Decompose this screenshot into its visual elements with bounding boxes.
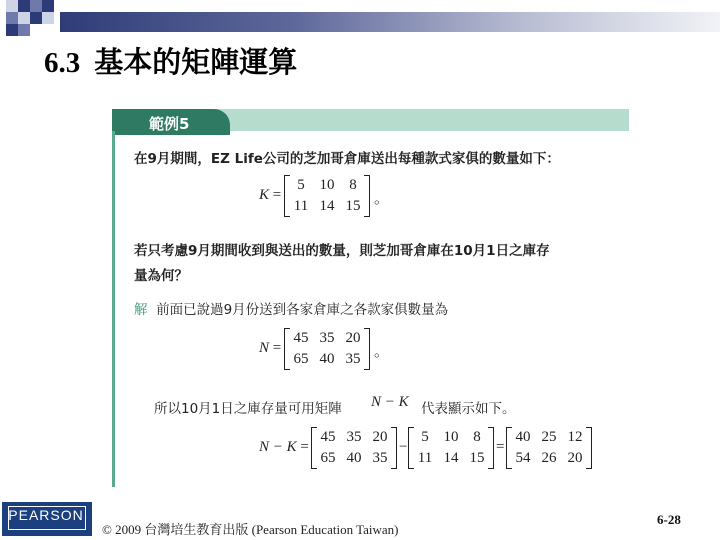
matrix-cell: 35 (345, 351, 361, 367)
matrix-cell: 35 (372, 450, 388, 466)
equals-sign: = (272, 340, 282, 356)
k-matrix (284, 175, 370, 217)
page-number: 6-28 (657, 512, 681, 527)
decor-square (6, 24, 18, 36)
matrix-cell: 20 (567, 450, 583, 466)
matrix-cell: 26 (541, 450, 557, 466)
matrix-cell: 20 (372, 429, 388, 445)
matrix-cell: 5 (297, 177, 305, 193)
matrix-cell: 65 (293, 351, 309, 367)
slide-title (44, 40, 297, 81)
matrix-cell: 11 (293, 198, 309, 214)
example-panel (112, 109, 629, 487)
matrix-cell: 25 (541, 429, 557, 445)
final-k-matrix (408, 427, 494, 469)
conclusion-expression (371, 394, 409, 411)
final-n-matrix (311, 427, 397, 469)
result-matrix (506, 427, 592, 469)
decor-square (42, 0, 54, 12)
matrix-cell: 15 (469, 450, 485, 466)
k-symbol: K (259, 187, 270, 203)
matrix-cell: 5 (421, 429, 429, 445)
section-title: 基本的矩陣運算 (94, 47, 298, 79)
section-number: 6.3 (44, 47, 81, 79)
example-label: 範例5 (149, 115, 190, 133)
n-symbol: N (259, 340, 270, 356)
conclusion-text-end: 代表顯示如下。 (421, 401, 516, 417)
decor-square (6, 0, 18, 12)
n-minus-k-lhs: N − K (259, 439, 297, 455)
equals-sign: = (300, 439, 309, 455)
matrix-cell: 54 (515, 450, 531, 466)
question-line-2: 量為何？ (134, 268, 188, 284)
matrix-cell: 20 (345, 330, 361, 346)
equals-sign: = (496, 439, 505, 455)
matrix-cell: 8 (349, 177, 357, 193)
decor-square (30, 12, 42, 24)
k-equation-lhs (259, 187, 281, 204)
matrix-cell: 12 (567, 429, 583, 445)
matrix-cell: 35 (319, 330, 335, 346)
matrix-cell: 14 (319, 198, 335, 214)
matrix-cell: 40 (346, 450, 362, 466)
matrix-cell: 45 (293, 330, 309, 346)
matrix-cell: 8 (473, 429, 481, 445)
matrix-cell: 40 (319, 351, 335, 367)
copyright-notice: © 2009 台灣培生教育出版 (Pearson Education Taiwan) (102, 522, 399, 537)
n-equation-lhs (259, 340, 281, 357)
matrix-cell: 10 (443, 429, 459, 445)
pearson-logo (2, 502, 92, 536)
matrix-cell: 15 (345, 198, 361, 214)
solution-line (134, 298, 448, 318)
matrix-cell: 35 (346, 429, 362, 445)
matrix-cell: 40 (515, 429, 531, 445)
decor-square (18, 0, 30, 12)
equals-sign: = (272, 187, 282, 203)
matrix-cell: 65 (320, 450, 336, 466)
decor-square (18, 24, 30, 36)
decor-square (30, 0, 42, 12)
minus-sign: − (399, 439, 408, 455)
gradient-banner (60, 12, 720, 32)
period: 。 (374, 191, 390, 207)
conclusion-text: 所以10月1日之庫存量可用矩陣 (154, 401, 342, 417)
decor-square (18, 12, 30, 24)
solution-text: 前面已說過9月份送到各家倉庫之各款家俱數量為 (156, 302, 449, 318)
example-tab (112, 109, 230, 135)
matrix-cell: 14 (443, 450, 459, 466)
problem-text: 在9月期間，EZ Life公司的芝加哥倉庫送出每種款式家俱的數量如下： (134, 151, 560, 167)
decor-square (42, 12, 54, 24)
matrix-cell: 10 (319, 177, 335, 193)
panel-left-bar (112, 131, 115, 487)
decor-square (6, 12, 18, 24)
matrix-cell: 45 (320, 429, 336, 445)
matrix-cell: 11 (417, 450, 433, 466)
logo-text: PEARSON (8, 507, 84, 523)
n-minus-k-expr: N − K (371, 394, 409, 410)
question-line-1: 若只考慮9月期間收到與送出的數量，則芝加哥倉庫在10月1日之庫存 (134, 243, 550, 259)
period: 。 (374, 344, 390, 360)
final-equation-lhs (259, 439, 309, 456)
n-matrix (284, 328, 370, 370)
solution-marker: 解 (134, 302, 148, 318)
